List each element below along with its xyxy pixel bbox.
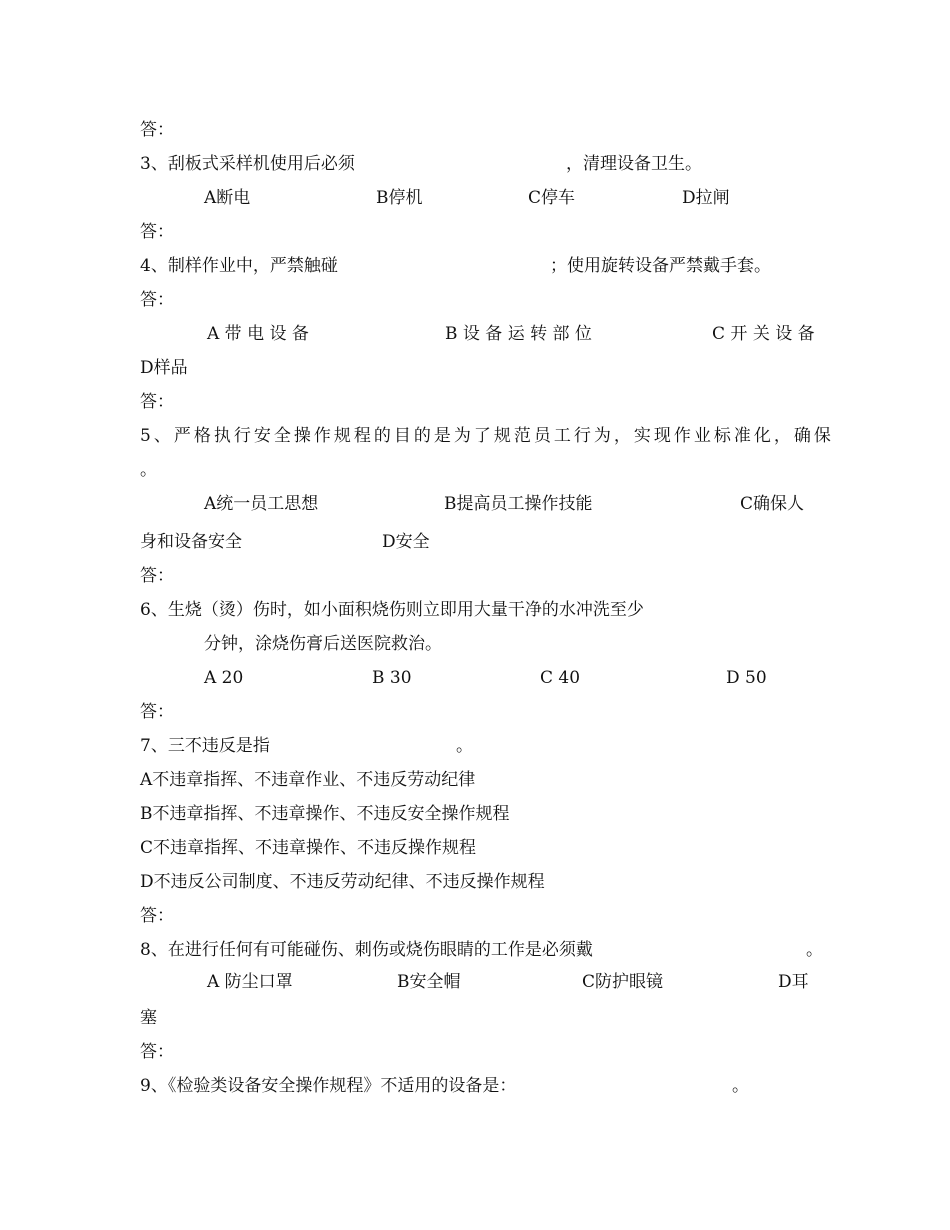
answer-label: 答： — [140, 120, 174, 140]
q7-option-a: A不违章指挥、不违章作业、不违反劳动纪律 — [140, 770, 476, 790]
q6-stem-line1: 6、生烧（烫）伤时，如小面积烧伤则立即用大量干净的水冲洗至少 — [140, 600, 644, 620]
q6-option-a: A 20 — [204, 668, 244, 688]
q4-answer-label: 答： — [140, 290, 174, 310]
q3-option-c: C停车 — [528, 188, 576, 208]
q6-answer-label: 答： — [140, 702, 174, 722]
q3-stem-start: 3、刮板式采样机使用后必须 — [140, 154, 355, 174]
q8-answer-label: 答： — [140, 1042, 174, 1062]
q4-stem-start: 4、制样作业中，严禁触碰 — [140, 256, 338, 276]
q5-stem-line1: 5、严格执行安全操作规程的目的是为了规范员工行为，实现作业标准化，确保 — [140, 426, 834, 446]
q8-option-c: C防护眼镜 — [582, 972, 664, 992]
q6-stem-line2: 分钟，涂烧伤膏后送医院救治。 — [204, 634, 442, 654]
q6-option-c: C 40 — [540, 668, 581, 688]
q7-option-b: B不违章指挥、不违章操作、不违反安全操作规程 — [140, 804, 510, 824]
q8-option-d: D耳 — [778, 972, 809, 992]
q6-option-b: B 30 — [372, 668, 412, 688]
q5-option-c-cont: 身和设备安全 — [140, 532, 242, 552]
q8-option-b: B安全帽 — [397, 972, 461, 992]
q5-option-a: A统一员工思想 — [204, 494, 319, 514]
q7-stem-start: 7、三不违反是指 — [140, 736, 270, 756]
q4-option-a: A 带 电 设 备 — [207, 324, 309, 344]
q7-stem-end: 。 — [456, 736, 473, 756]
q4-option-b: B 设 备 运 转 部 位 — [445, 324, 592, 344]
q5-option-b: B提高员工操作技能 — [444, 494, 593, 514]
q6-option-d: D 50 — [726, 668, 767, 688]
q7-option-d: D不违反公司制度、不违反劳动纪律、不违反操作规程 — [140, 872, 545, 892]
q8-stem-end: 。 — [806, 940, 823, 960]
q4-stem-end: ；使用旋转设备严禁戴手套。 — [550, 256, 771, 276]
q3-stem-end: ，清理设备卫生。 — [566, 154, 702, 174]
q5-answer-label: 答： — [140, 566, 174, 586]
q3-option-a: A断电 — [204, 188, 251, 208]
q7-answer-label: 答： — [140, 906, 174, 926]
q9-stem-start: 9、《检验类设备安全操作规程》不适用的设备是： — [140, 1076, 517, 1096]
q8-option-a: A 防尘口罩 — [207, 972, 293, 992]
q3-option-b: B停机 — [376, 188, 423, 208]
q4-option-d: D样品 — [140, 358, 188, 378]
q3-option-d: D拉闸 — [682, 188, 730, 208]
q3-answer-label: 答： — [140, 222, 174, 242]
q5-option-d: D安全 — [382, 532, 430, 552]
q8-option-d-cont: 塞 — [140, 1008, 157, 1028]
q7-option-c: C不违章指挥、不违章操作、不违反操作规程 — [140, 838, 477, 858]
q8-stem-start: 8、在进行任何有可能碰伤、刺伤或烧伤眼睛的工作是必须戴 — [140, 940, 593, 960]
q5-option-c: C确保人 — [740, 494, 805, 514]
q4-option-c: C 开 关 设 备 — [712, 324, 815, 344]
q5-stem-line2: 。 — [140, 460, 157, 480]
q4-answer-label: 答： — [140, 392, 174, 412]
q9-stem-end: 。 — [732, 1076, 749, 1096]
